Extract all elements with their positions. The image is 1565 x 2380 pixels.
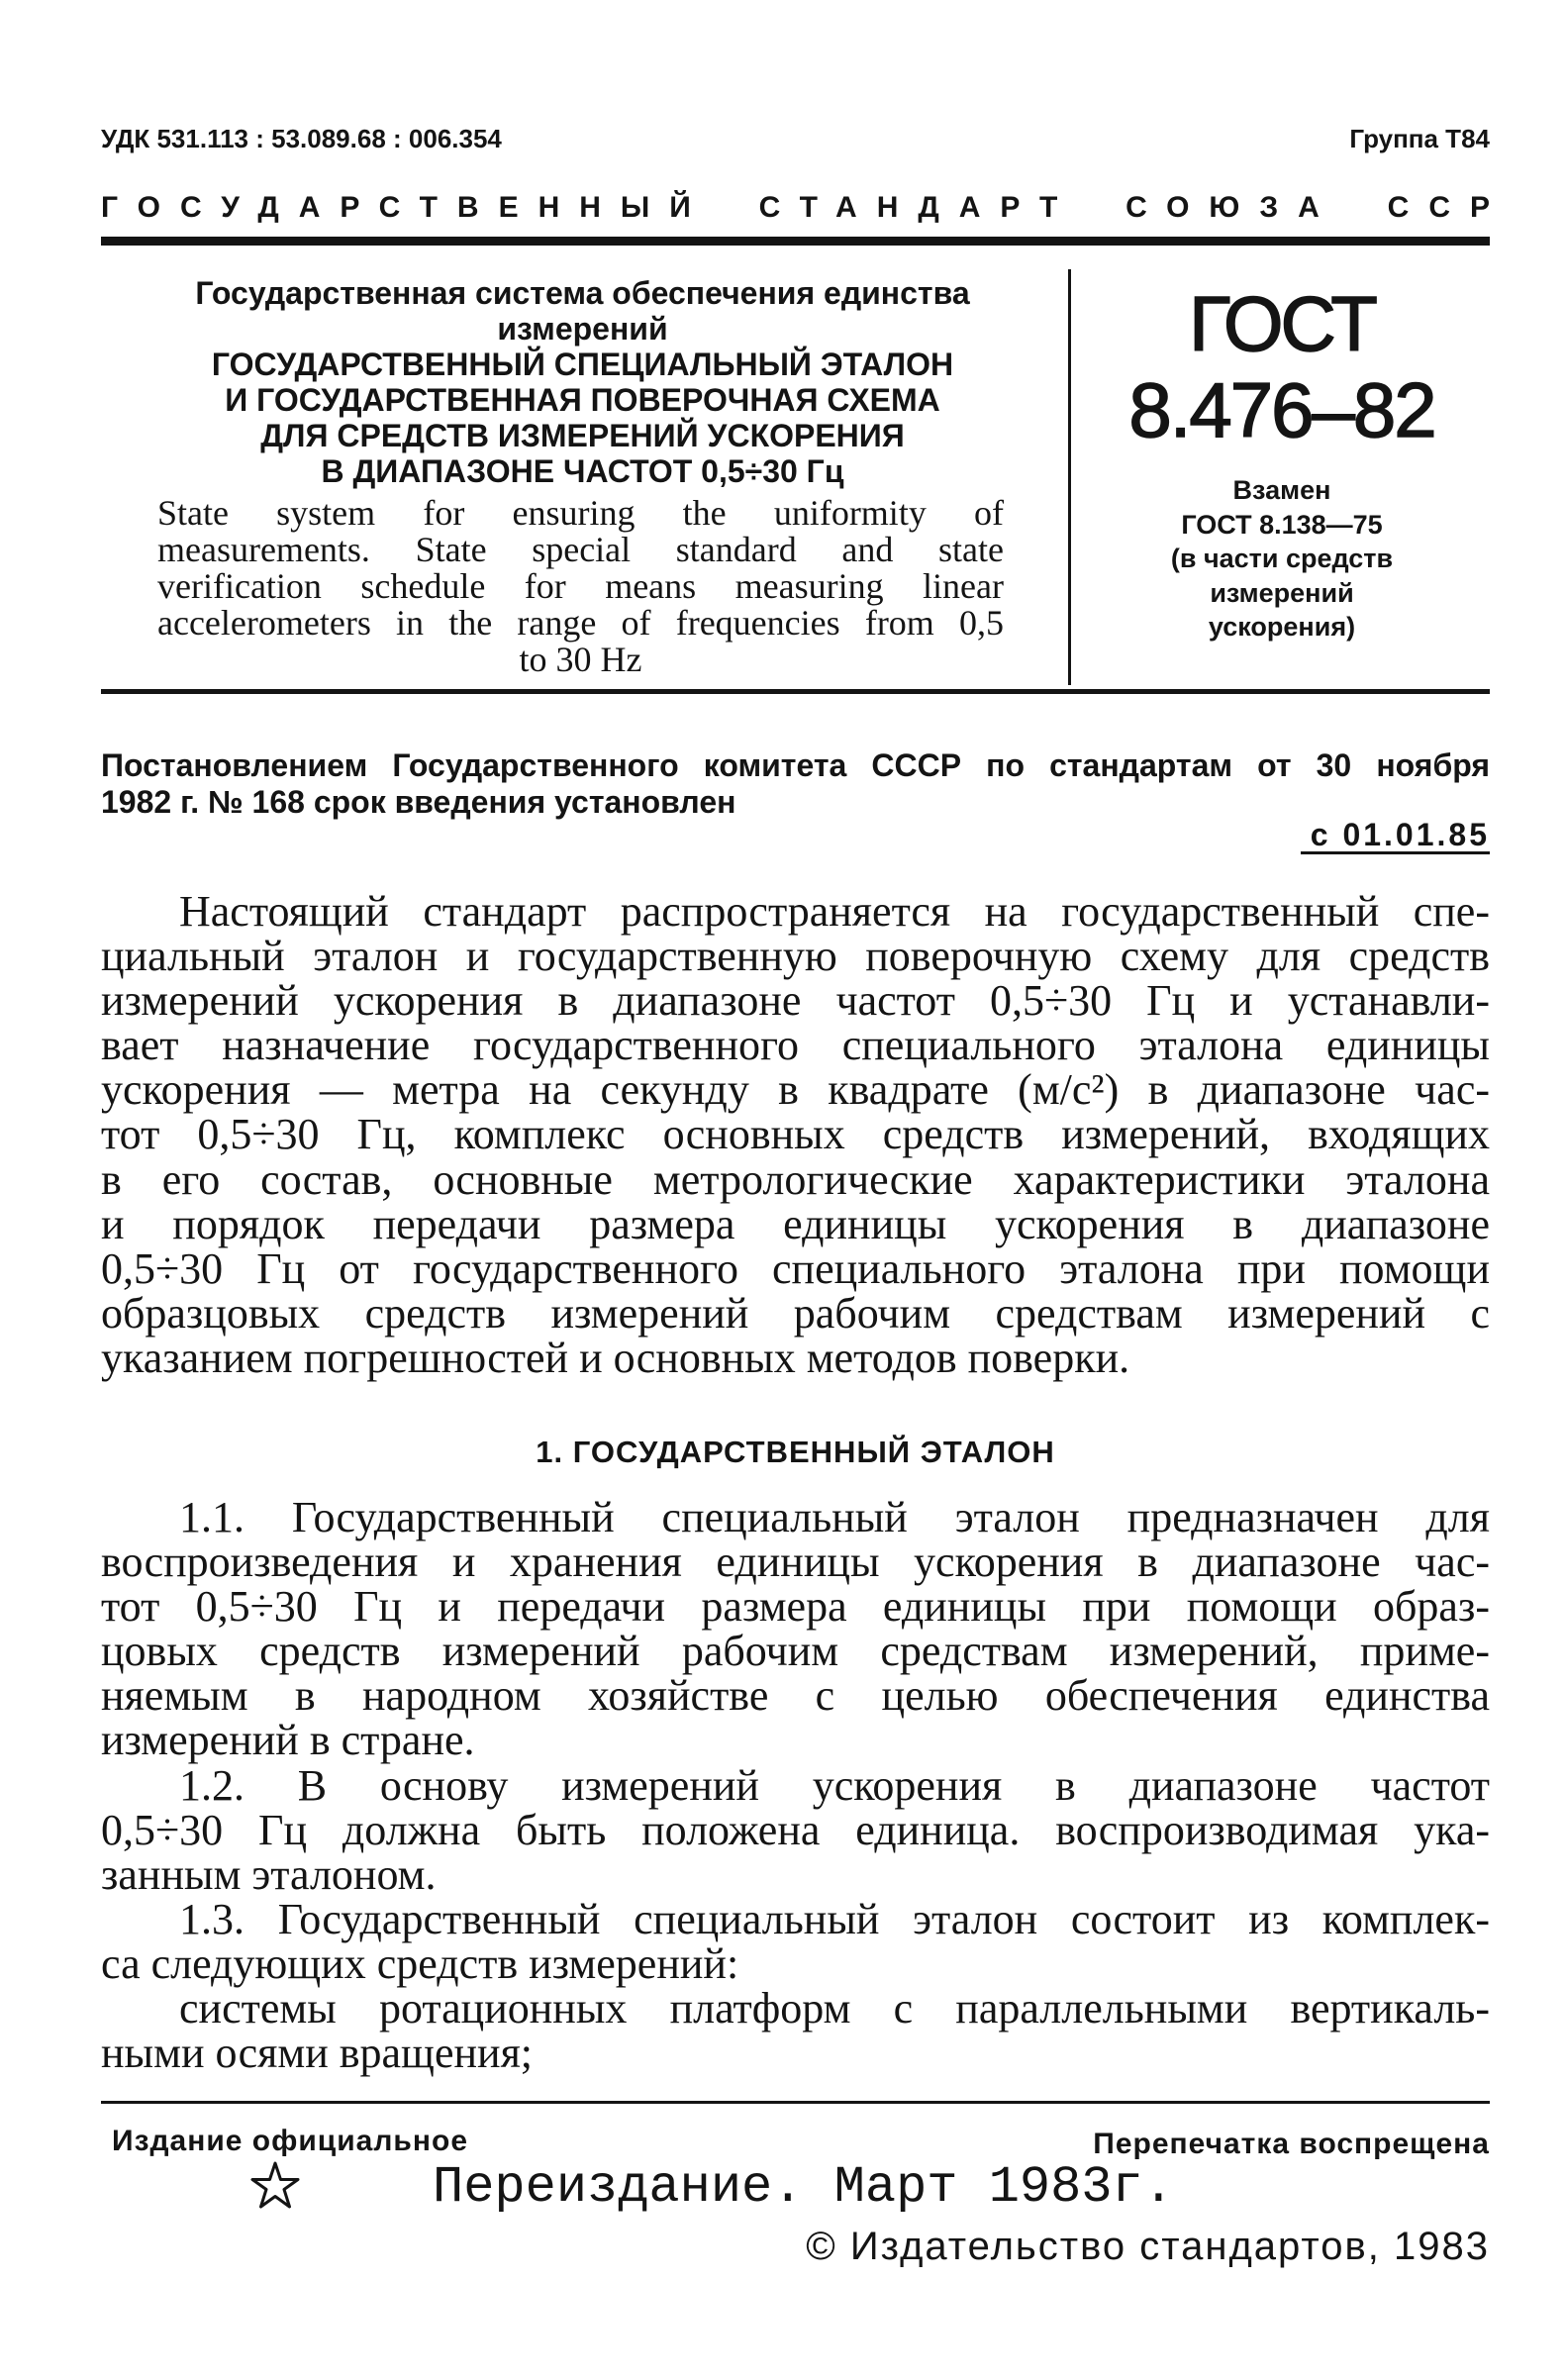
paragraph-line: цовых средств измерений рабочим средствам измерений, приме- [101, 1627, 1490, 1676]
list-item [101, 1984, 1490, 2078]
footer-rule [101, 2101, 1490, 2104]
paragraph-line: няемым в народном хозяйстве с целью обеспечения единства [101, 1671, 1490, 1721]
replaces-line: ГОСТ 8.138—75 [1181, 509, 1383, 540]
system-line: Государственная система обеспечения единства [195, 275, 970, 311]
paragraph-line: 0,5÷30 Гц должна быть положена единица. воспроизводимая ука- [101, 1805, 1490, 1854]
paragraph-line: образцовых средств измерений рабочим средствам измерений с [101, 1288, 1490, 1338]
clause-1-2 [101, 1760, 1490, 1899]
english-line: to 30 Hz [519, 640, 642, 679]
english-line: measurements. State special standard and state [157, 530, 1004, 569]
paragraph-line: в его состав, основные метрологические характеристики эталона [101, 1154, 1490, 1204]
english-line: accelerometers in the range of frequencies from 0,5 [157, 603, 1004, 643]
gost-label: ГОСТ [1189, 280, 1375, 367]
replaces-note [1074, 473, 1490, 645]
paragraph-line: са следующих средств измерений: [101, 1938, 739, 1988]
header-bottom-rule [101, 689, 1490, 694]
paragraph-line: и порядок передачи размера единицы ускорения в диапазоне [101, 1199, 1490, 1248]
paragraph-line: ными осями вращения; [101, 2029, 534, 2078]
classification-group: Группа Т84 [1349, 124, 1490, 153]
title-line: В ДИАПАЗОНЕ ЧАСТОТ 0,5÷30 Гц [321, 453, 844, 489]
paragraph-line: 1.3. Государственный специальный эталон состоит из комплек- [179, 1894, 1490, 1943]
english-line: State system for ensuring the uniformity of [157, 493, 1004, 533]
effective-date: с 01.01.85 [1301, 818, 1490, 854]
replaces-line: (в части средств [1170, 544, 1394, 573]
star-icon [249, 2160, 301, 2212]
section-heading: 1. ГОСУДАРСТВЕННЫЙ ЭТАЛОН [536, 1435, 1055, 1469]
english-title [157, 495, 1004, 678]
clause-1-1 [101, 1495, 1490, 1763]
paragraph-line: указанием погрешностей и основных методов поверки. [101, 1333, 1130, 1382]
paragraph-line: тот 0,5÷30 Гц, комплекс основных средств измерений, входящих [101, 1110, 1490, 1159]
paragraph-line: 0,5÷30 Гц от государственного специального эталона при помощи [101, 1243, 1490, 1293]
reissue-stamp: Переиздание. Март 1983г. [433, 2158, 1174, 2217]
gost-number: 8.476–82 [1128, 366, 1435, 453]
column-divider [1068, 269, 1071, 685]
paragraph-line: занным эталоном. [101, 1849, 437, 1899]
english-line: verification schedule for means measuring linear [157, 566, 1004, 606]
publisher-line: © Издательство стандартов, 1983 [806, 2225, 1490, 2268]
clause-1-3 [101, 1894, 1490, 1988]
title-line: ДЛЯ СРЕДСТВ ИЗМЕРЕНИЙ УСКОРЕНИЯ [260, 418, 905, 453]
decree-line: 1982 г. № 168 срок введения установлен [101, 784, 736, 820]
banner-rule [101, 237, 1490, 246]
section-1-body [101, 1493, 1490, 2078]
title-line: И ГОСУДАРСТВЕННАЯ ПОВЕРОЧНАЯ СХЕМА [225, 382, 940, 418]
paragraph-line: измерений ускорения в диапазоне частот 0,5÷30 Гц и устанавли- [101, 976, 1490, 1026]
decree-line: Постановлением Государственного комитета СССР по стандартам от 30 ноября [101, 747, 1490, 783]
paragraph-line: циальный эталон и государственную поверочную схему для средств [101, 932, 1490, 981]
replaces-line: ускорения) [1208, 612, 1356, 642]
reprint-note: Перепечатка воспрещена [1093, 2128, 1490, 2160]
paragraph-line: ускорения — метра на секунду в квадрате (м/с²) в диапазоне час- [101, 1065, 1490, 1115]
paragraph-line: 1.1. Государственный специальный эталон предназначен для [179, 1493, 1490, 1541]
system-line: измерений [497, 311, 668, 347]
title-block [101, 275, 1064, 489]
paragraph-line: воспроизведения и хранения единицы ускорения в диапазоне час- [101, 1537, 1490, 1587]
udk-code: УДК 531.113 : 53.089.68 : 006.354 [101, 124, 502, 153]
replaces-line: измерений [1210, 577, 1354, 608]
paragraph-line: измерений в стране. [101, 1716, 475, 1765]
edition-note: Издание официальное [112, 2125, 469, 2157]
decree [101, 747, 1490, 821]
standard-banner: ГОСУДАРСТВЕННЫЙ СТАНДАРТ СОЮЗА ССР [101, 191, 1510, 224]
paragraph-line: 1.2. В основу измерений ускорения в диапазоне частот [179, 1760, 1490, 1810]
title-line: ГОСУДАРСТВЕННЫЙ СПЕЦИАЛЬНЫЙ ЭТАЛОН [211, 347, 954, 382]
paragraph-line: системы ротационных платформ с параллельными вертикаль- [179, 1984, 1490, 2033]
paragraph-line: тот 0,5÷30 Гц и передачи размера единицы при помощи образ- [101, 1582, 1490, 1632]
paragraph-line: Настоящий стандарт распространяется на государственный спе- [179, 887, 1490, 936]
paragraph-line: вает назначение государственного специального эталона единицы [101, 1021, 1490, 1070]
replaces-line: Взамен [1232, 475, 1331, 505]
intro-paragraph [101, 889, 1490, 1380]
